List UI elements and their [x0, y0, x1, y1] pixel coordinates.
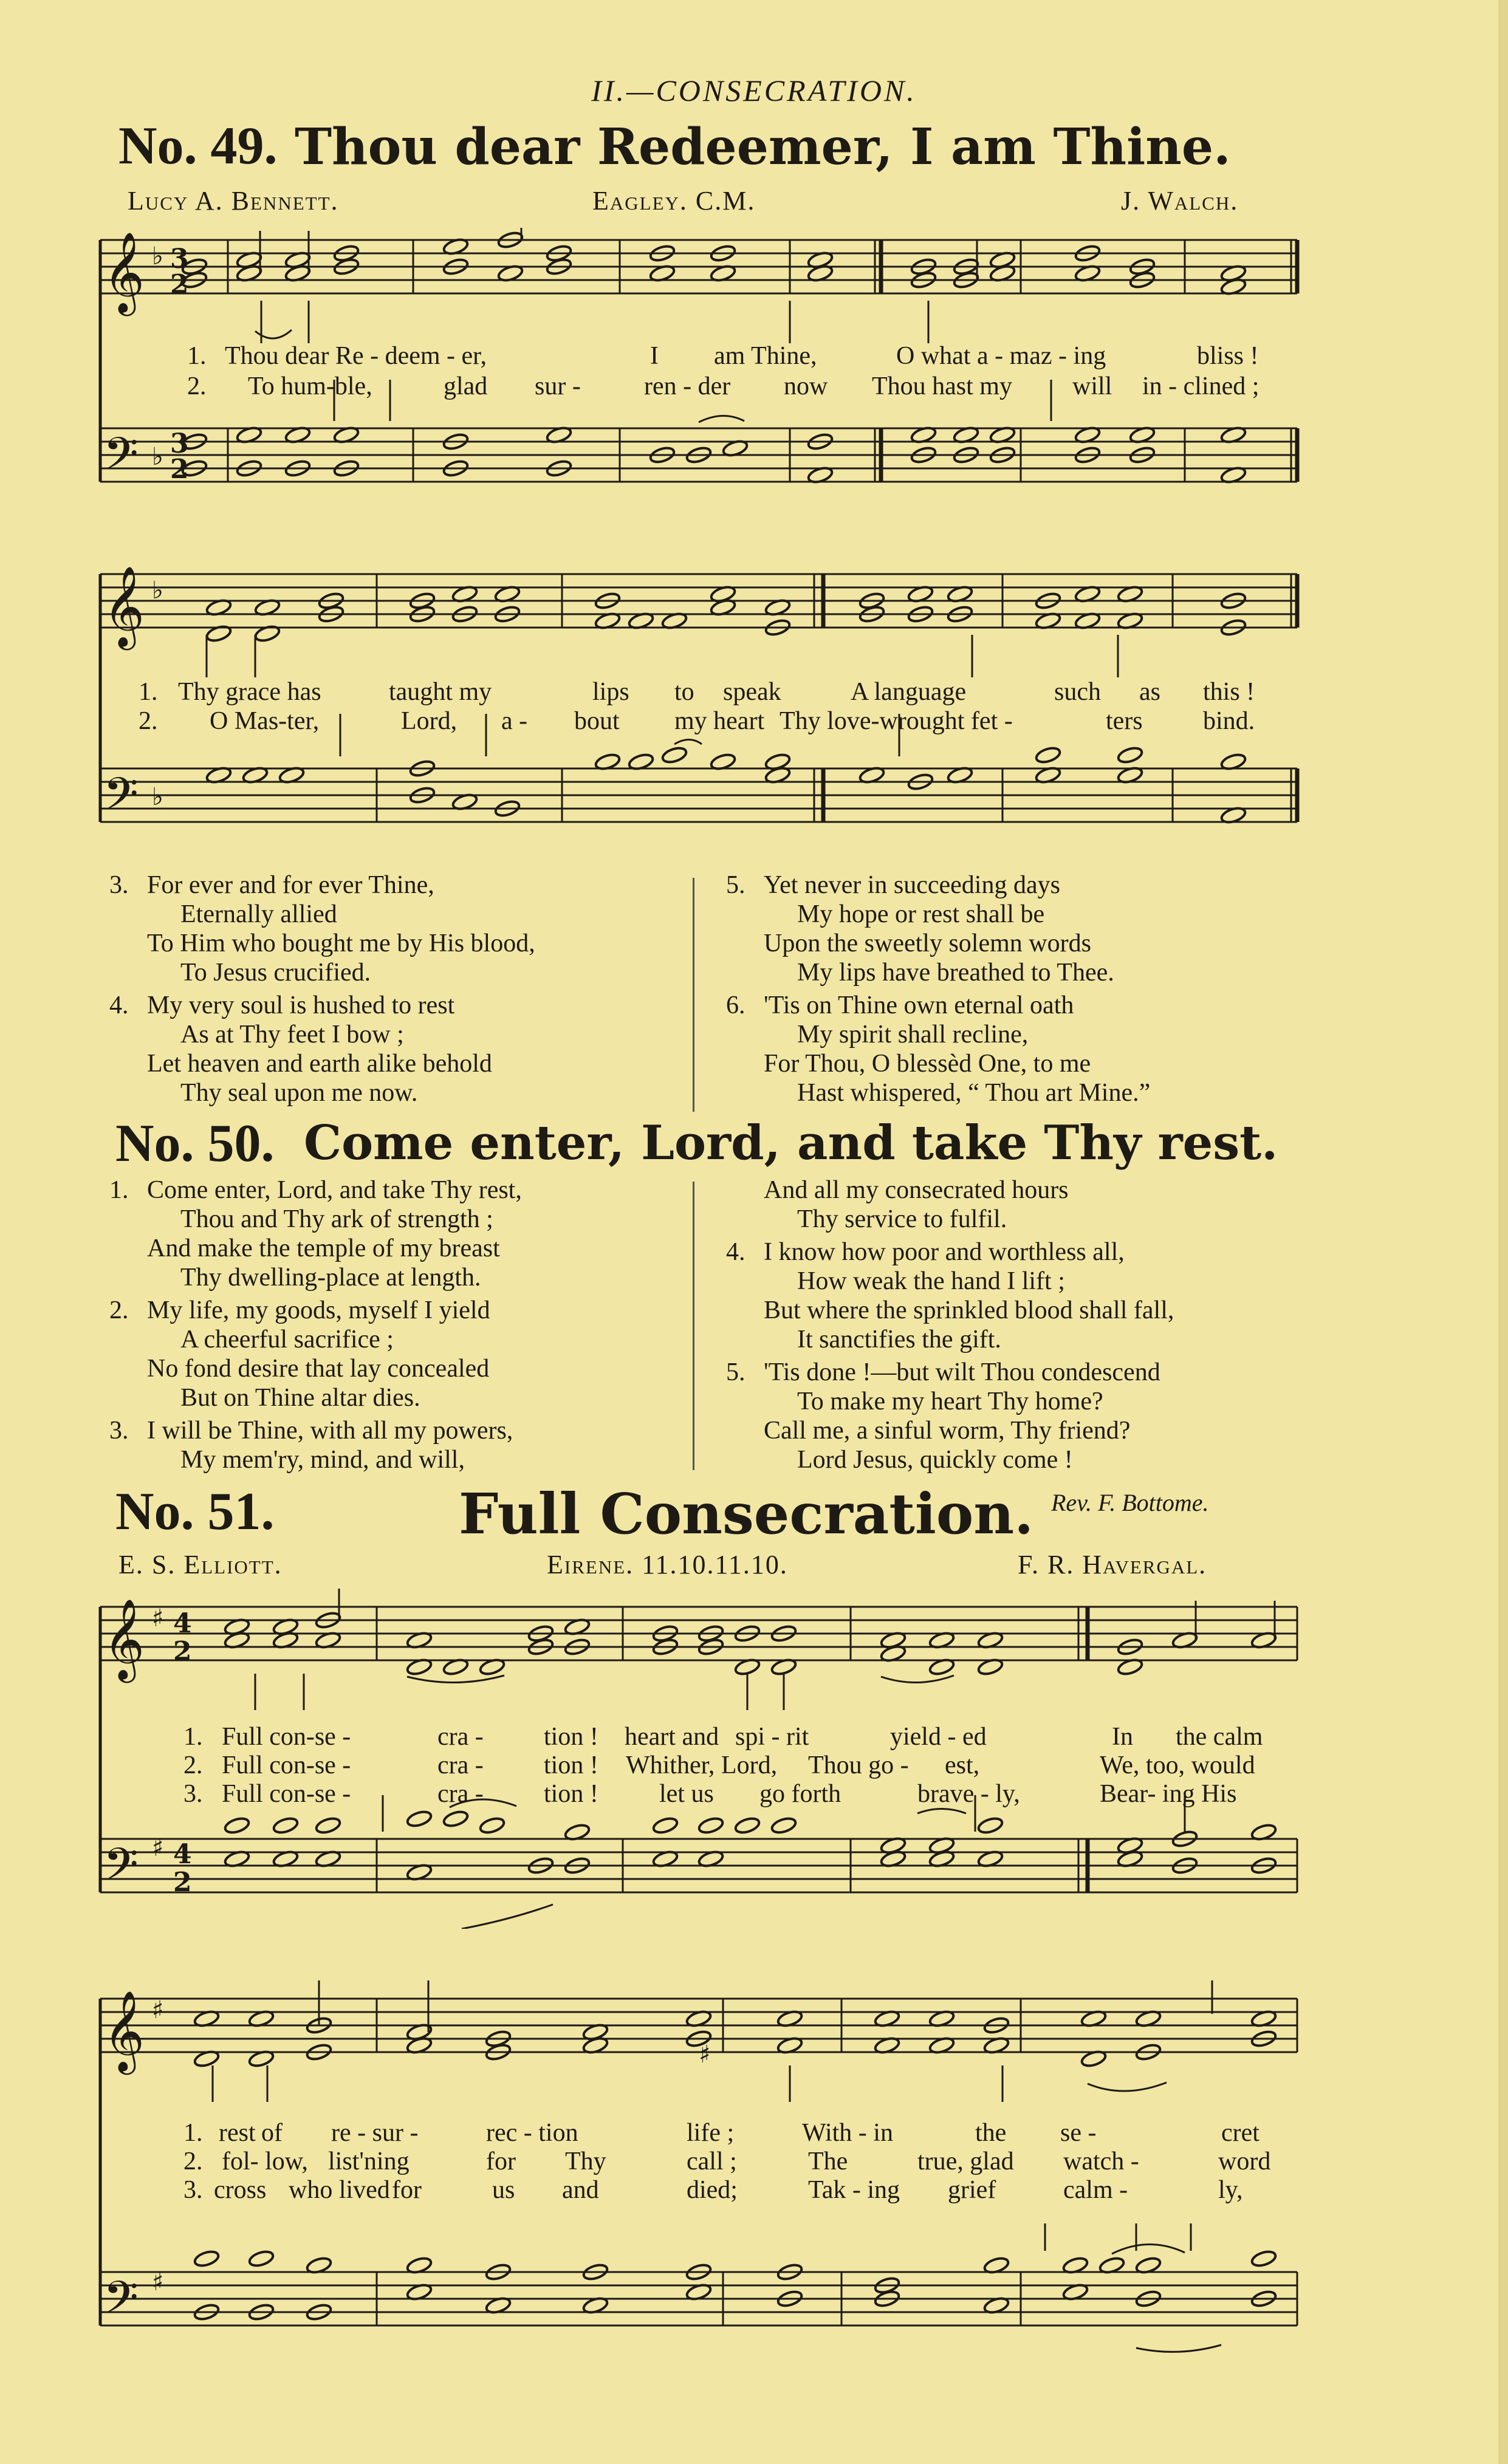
- verse-number: 6.: [726, 991, 745, 1019]
- hymn-49-s2-v2-a: O Mas-ter,: [210, 707, 320, 735]
- verse-line: My spirit shall recline,: [797, 1021, 1029, 1049]
- verse-number: 2.: [109, 1296, 129, 1324]
- verse-line: Eternally allied: [180, 900, 337, 928]
- verse-line: Thy dwelling-place at length.: [180, 1264, 481, 1292]
- hymn-49-s1-v2-e: now: [784, 372, 828, 400]
- section-heading: II.—CONSECRATION.: [591, 74, 917, 108]
- hymn-49-s2-v1-i: this !: [1203, 678, 1255, 706]
- verse-number: 4.: [726, 1238, 745, 1266]
- svg-text:2: 2: [173, 1636, 192, 1667]
- verse-number: 5.: [726, 871, 745, 899]
- verse-line: For ever and for ever Thine,: [147, 871, 434, 899]
- verse-line: Upon the sweetly solemn words: [764, 929, 1091, 957]
- verse-line: Thy service to fulfil.: [797, 1205, 1007, 1233]
- hymn-51-s2-v1-a: rest: [219, 2119, 256, 2147]
- hymn-51-s2-v1-h: se -: [1060, 2119, 1097, 2147]
- hymn-49-s1-v2-h: in - clined ;: [1142, 372, 1260, 400]
- verse-number: 1.: [109, 1176, 129, 1204]
- hymn-49-s1-v2-d: ren - der: [644, 372, 731, 400]
- hymn-49-s2-v2-e: my heart: [674, 707, 765, 735]
- verse-line: To make my heart Thy home?: [797, 1388, 1103, 1415]
- hymn-51-s2-v2-h: watch -: [1063, 2147, 1139, 2175]
- verse-line: It sanctifies the gift.: [797, 1326, 1001, 1353]
- hymn-49-s2-v2-h: bind.: [1203, 707, 1255, 735]
- hymn-49-s1-v2-c: sur -: [535, 372, 581, 400]
- hymn-51-s1-v1-d: heart and: [625, 1723, 719, 1751]
- hymn-51-s1-v3-f: brave - ly,: [917, 1780, 1020, 1808]
- svg-text:♭: ♭: [152, 443, 163, 471]
- hymn-51-number: No. 51.: [115, 1482, 275, 1541]
- svg-text:♭: ♭: [152, 783, 163, 811]
- svg-text:3: 3: [170, 428, 189, 459]
- hymn-49-s1-v1-d: O what a - maz - ing: [896, 342, 1106, 370]
- hymn-51-s2-v2-e: call ;: [687, 2147, 737, 2175]
- svg-text:𝄢: 𝄢: [103, 768, 139, 832]
- hymn-51-s2-v3-c: for: [392, 2176, 422, 2204]
- verse-number: 3.: [109, 1417, 129, 1445]
- hymn-51-author: F. R. Havergal.: [1018, 1550, 1207, 1579]
- hymn-51-s2-v1-num: 1.: [183, 2119, 203, 2147]
- hymn-51-s2-v3-e: and: [562, 2176, 599, 2204]
- hymn-51-s2-v1-e: life ;: [687, 2119, 735, 2147]
- hymn-49-s2-v2-d: bout: [574, 707, 620, 735]
- page-edge: [1498, 0, 1508, 2464]
- hymn-50-number: No. 50.: [115, 1114, 275, 1173]
- hymn-51-s2-v2-c: for: [486, 2147, 516, 2175]
- hymn-51-s2-v3-j: ly,: [1218, 2176, 1243, 2204]
- hymn-51-s2-v3-a: cross: [214, 2176, 267, 2204]
- svg-text:♯: ♯: [699, 2041, 711, 2069]
- hymn-49-s1-v2-g: will: [1072, 372, 1112, 400]
- hymn-49-s2-v2-f: Thy love-wrought fet -: [780, 707, 1013, 735]
- hymn-51-s1-v3-num: 3.: [183, 1780, 203, 1808]
- svg-text:2: 2: [170, 454, 189, 485]
- hymn-49-verses-left: [109, 871, 535, 1107]
- verse-line: For Thou, O blessèd One, to me: [764, 1050, 1091, 1078]
- hymn-49-s2-v1-h: as: [1139, 678, 1160, 706]
- hymn-49-s1-v2-f: Thou hast my: [872, 372, 1012, 400]
- column-divider: [693, 1182, 694, 1470]
- verse-line: 'Tis done !—but wilt Thou condescend: [764, 1358, 1160, 1386]
- svg-text:𝄞: 𝄞: [103, 566, 145, 647]
- hymn-51-s2-v2-num: 2.: [183, 2147, 203, 2175]
- hymn-51-s1-v2-d: Whither, Lord,: [626, 1751, 778, 1779]
- hymn-49-s1-v1-c: am Thine,: [714, 342, 817, 370]
- hymn-51-s1-v3-e: go forth: [759, 1780, 841, 1808]
- hymn-51-s1-v2-a: Full con-se -: [222, 1751, 351, 1779]
- hymn-49-s2-v1-a: Thy grace has: [178, 678, 321, 706]
- hymn-49-s2-v1-f: A language: [851, 678, 967, 706]
- hymn-51-s1-v3-a: Full con-se -: [222, 1780, 351, 1808]
- hymn-51-s1-v1-num: 1.: [183, 1723, 203, 1751]
- svg-text:2: 2: [170, 269, 189, 300]
- hymn-51-s2-v3-g: Tak - ing: [808, 2176, 900, 2204]
- svg-text:𝄢: 𝄢: [103, 2271, 139, 2335]
- hymn-51-composer: E. S. Elliott.: [118, 1550, 283, 1579]
- hymn-49-s2-v1-d: to: [674, 678, 694, 706]
- hymn-49-author: Lucy A. Bennett.: [128, 186, 339, 216]
- hymn-49-s2-v1-c: lips: [592, 678, 629, 706]
- hymn-51-s1-v2-e: Thou go -: [808, 1751, 909, 1779]
- hymn-49-s2-v2-c: a -: [501, 707, 528, 735]
- hymn-49-s2-v2-b: Lord,: [401, 707, 458, 735]
- hymn-49-s1-v2-a: To hum-ble,: [248, 372, 372, 400]
- verse-line: And make the temple of my breast: [147, 1234, 500, 1262]
- verse-line: Come enter, Lord, and take Thy rest,: [147, 1176, 522, 1204]
- hymn-49-s2-v2-num: 2.: [139, 707, 158, 735]
- svg-text:♯: ♯: [152, 1996, 164, 2024]
- verse-number: 4.: [109, 991, 129, 1019]
- hymn-51-s2-v1-c: re - sur -: [331, 2119, 419, 2147]
- hymn-51-title: Full Consecration.: [459, 1481, 1034, 1547]
- hymn-51-s2-v3-num: 3.: [183, 2176, 203, 2204]
- hymn-49-tune: Eagley. C.M.: [592, 186, 756, 216]
- verse-line: To Jesus crucified.: [180, 959, 371, 987]
- hymn-49-s2-v1-e: speak: [723, 678, 781, 706]
- hymn-50-verses-right: [726, 1176, 1174, 1474]
- verse-number: 3.: [109, 871, 129, 899]
- hymn-51-s1-v1-h: the calm: [1176, 1723, 1263, 1751]
- hymn-51-s1-v2-b: cra -: [437, 1751, 484, 1779]
- verse-line: Call me, a sinful worm, Thy friend?: [764, 1417, 1131, 1445]
- hymn-51-s1-v1-b: cra -: [437, 1723, 484, 1751]
- verse-line: Thou and Thy ark of strength ;: [180, 1205, 493, 1233]
- hymn-51-s1-v1-g: In: [1112, 1723, 1133, 1751]
- hymn-51-s2-v2-g: true, glad: [917, 2147, 1014, 2175]
- svg-text:4: 4: [173, 1608, 192, 1639]
- hymn-49-composer: J. Walch.: [1121, 186, 1239, 216]
- verse-line: Yet never in succeeding days: [764, 871, 1060, 899]
- hymn-49-s2-v1-num: 1.: [139, 678, 158, 706]
- svg-text:♭: ♭: [152, 577, 163, 604]
- svg-text:𝄢: 𝄢: [103, 428, 139, 491]
- hymn-49-number: No. 49.: [118, 117, 278, 176]
- svg-text:♭: ♭: [152, 242, 163, 270]
- svg-text:♯: ♯: [152, 1604, 164, 1632]
- svg-text:𝄢: 𝄢: [103, 1838, 139, 1902]
- hymn-49-s2-v1-b: taught my: [389, 678, 492, 706]
- hymn-49-s2-v2-g: ters: [1106, 707, 1143, 735]
- hymn-51-s2-v3-f: died;: [687, 2176, 738, 2204]
- svg-text:3: 3: [170, 244, 189, 275]
- verse-line: Lord Jesus, quickly come !: [797, 1446, 1073, 1474]
- verse-line: My hope or rest shall be: [797, 900, 1045, 928]
- verse-line: Thy seal upon me now.: [180, 1079, 418, 1107]
- verse-line: I will be Thine, with all my powers,: [147, 1417, 513, 1445]
- hymn-51-s2-v2-a: fol- low,: [222, 2147, 308, 2175]
- hymn-51-s1-v2-g: We, too, would: [1100, 1751, 1255, 1779]
- verse-line: Let heaven and earth alike behold: [147, 1050, 492, 1078]
- hymn-51-s2-v1-f: With - in: [802, 2119, 893, 2147]
- verse-line: As at Thy feet I bow ;: [180, 1021, 404, 1049]
- hymn-49-s1-v2-num: 2.: [187, 372, 207, 400]
- hymn-51-s2-v1-d: rec - tion: [486, 2119, 578, 2147]
- hymn-51-s2-v2-b: list'ning: [328, 2147, 410, 2175]
- hymn-51-s1-v3-d: let us: [659, 1780, 714, 1808]
- hymn-51-s2-v3-i: calm -: [1063, 2176, 1128, 2204]
- svg-text:♯: ♯: [152, 2268, 164, 2296]
- hymn-51-s2-v1-g: the: [975, 2119, 1007, 2147]
- verse-line: How weak the hand I lift ;: [797, 1267, 1065, 1295]
- verse-line: A cheerful sacrifice ;: [180, 1326, 394, 1353]
- column-divider: [693, 878, 694, 1112]
- svg-text:2: 2: [173, 1867, 192, 1898]
- hymn-51-tune: Eirene. 11.10.11.10.: [547, 1550, 788, 1579]
- hymn-51-s2-v2-i: word: [1218, 2147, 1271, 2175]
- verse-line: My life, my goods, myself I yield: [147, 1296, 490, 1324]
- hymn-51-s1-v1-e: spi - rit: [735, 1723, 809, 1751]
- verse-line: 'Tis on Thine own eternal oath: [764, 991, 1074, 1019]
- verse-line: I know how poor and worthless all,: [764, 1238, 1125, 1266]
- verse-line: No fond desire that lay concealed: [147, 1355, 490, 1383]
- hymn-49-s1-v1-b: I: [650, 342, 659, 370]
- hymn-51-s2-v1-i: cret: [1221, 2119, 1260, 2147]
- svg-text:𝄞: 𝄞: [103, 1990, 145, 2072]
- hymn-49-s1-v1-a: Thou dear Re - deem - er,: [225, 342, 487, 370]
- verse-line: And all my consecrated hours: [764, 1176, 1069, 1204]
- hymn-50-title: Come enter, Lord, and take Thy rest.: [304, 1115, 1278, 1171]
- hymn-49-s2-v1-g: such: [1054, 678, 1101, 706]
- hymn-49-s1-v1-num: 1.: [187, 342, 207, 370]
- hymn-51-s1-v1-a: Full con-se -: [222, 1723, 351, 1751]
- hymn-49-s1-v1-e: bliss !: [1197, 342, 1259, 370]
- hymn-51-s1-v2-f: est,: [945, 1751, 980, 1779]
- svg-text:𝄞: 𝄞: [103, 231, 145, 313]
- svg-text:♯: ♯: [152, 1834, 164, 1862]
- hymn-51-s2-v3-d: us: [492, 2176, 515, 2204]
- verse-line: My lips have breathed to Thee.: [797, 959, 1114, 987]
- hymn-51-s1-v3-c: tion !: [544, 1780, 598, 1808]
- hymn-49-s1-v2-b: glad: [444, 372, 488, 400]
- hymn-51-s2-v2-f: The: [808, 2147, 848, 2175]
- verse-line: But where the sprinkled blood shall fall,: [764, 1296, 1174, 1324]
- svg-text:𝄞: 𝄞: [103, 1598, 145, 1680]
- hymn-51-s1-v2-num: 2.: [183, 1751, 203, 1779]
- hymn-51-s2-v3-h: grief: [948, 2176, 996, 2204]
- hymn-49-verses-right: [726, 871, 1150, 1107]
- hymn-49-title: Thou dear Redeemer, I am Thine.: [295, 118, 1231, 176]
- hymn-51-s1-v1-c: tion !: [544, 1723, 598, 1751]
- verse-line: But on Thine altar dies.: [180, 1384, 420, 1412]
- verse-line: My mem'ry, mind, and will,: [180, 1446, 465, 1474]
- hymn-50-verses-left: [109, 1176, 522, 1474]
- hymn-51-s1-v3-g: Bear- ing His: [1100, 1780, 1237, 1808]
- hymn-51-s1-v2-c: tion !: [544, 1751, 598, 1779]
- hymn-51-s2-v1-b: of: [261, 2119, 283, 2147]
- hymn-51-s1-v3-b: cra -: [437, 1780, 484, 1808]
- hymn-51-s2-v2-d: Thy: [565, 2147, 606, 2175]
- verse-number: 5.: [726, 1358, 745, 1386]
- verse-line: My very soul is hushed to rest: [147, 991, 455, 1019]
- hymn-51-s1-v1-f: yield - ed: [890, 1723, 987, 1751]
- svg-text:4: 4: [173, 1839, 192, 1870]
- hymn-51-reviser: Rev. F. Bottome.: [1051, 1489, 1209, 1516]
- hymn-51-s2-v3-b: who lived: [289, 2176, 390, 2204]
- verse-line: Hast whispered, “ Thou art Mine.”: [797, 1079, 1151, 1107]
- verse-line: To Him who bought me by His blood,: [147, 929, 535, 957]
